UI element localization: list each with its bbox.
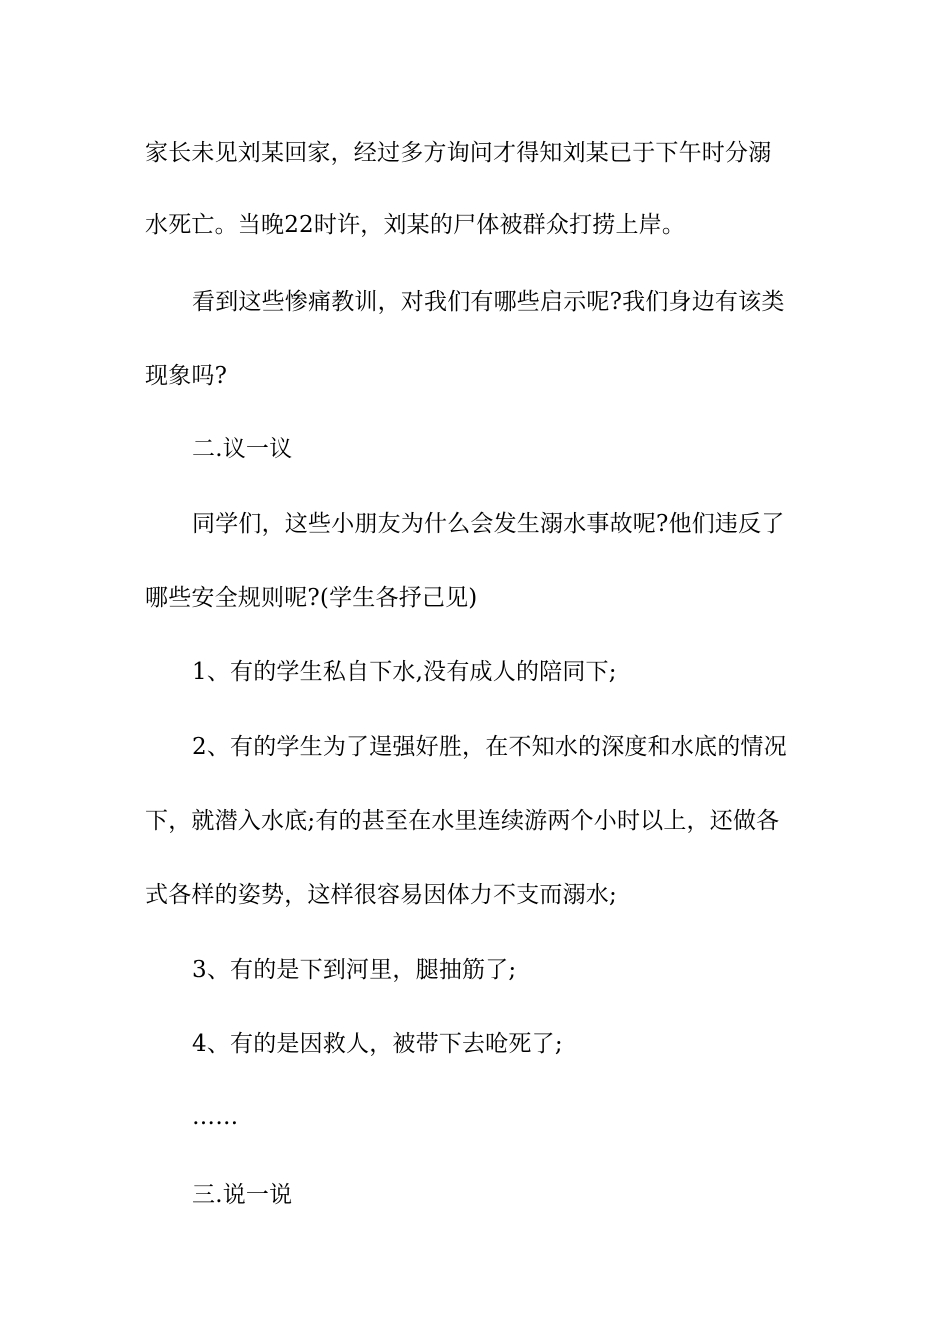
paragraph-line: 下，就潜入水底;有的甚至在水里连续游两个小时以上，还做各 (145, 808, 780, 834)
paragraph-line: 现象吗? (145, 363, 228, 389)
paragraph-line: 看到这些惨痛教训，对我们有哪些启示呢?我们身边有该类 (192, 289, 785, 315)
paragraph-line: 式各样的姿势，这样很容易因体力不支而溺水; (145, 882, 617, 908)
list-item: 2、有的学生为了逞强好胜，在不知水的深度和水底的情况 (192, 734, 787, 760)
list-item: 3、有的是下到河里，腿抽筋了; (192, 957, 517, 983)
section-heading: 二.议一议 (192, 436, 293, 462)
ellipsis: …… (192, 1104, 239, 1130)
paragraph-line: 水死亡。当晚22时许，刘某的尸体被群众打捞上岸。 (145, 212, 686, 238)
paragraph-line: 家长未见刘某回家，经过多方询问才得知刘某已于下午时分溺 (145, 140, 772, 166)
list-item: 1、有的学生私自下水,没有成人的陪同下; (192, 659, 617, 685)
paragraph-line: 同学们，这些小朋友为什么会发生溺水事故呢?他们违反了 (192, 511, 785, 537)
paragraph-line: 哪些安全规则呢?(学生各抒己见) (145, 585, 478, 611)
section-heading: 三.说一说 (192, 1182, 293, 1208)
list-item: 4、有的是因救人，被带下去呛死了; (192, 1031, 563, 1057)
